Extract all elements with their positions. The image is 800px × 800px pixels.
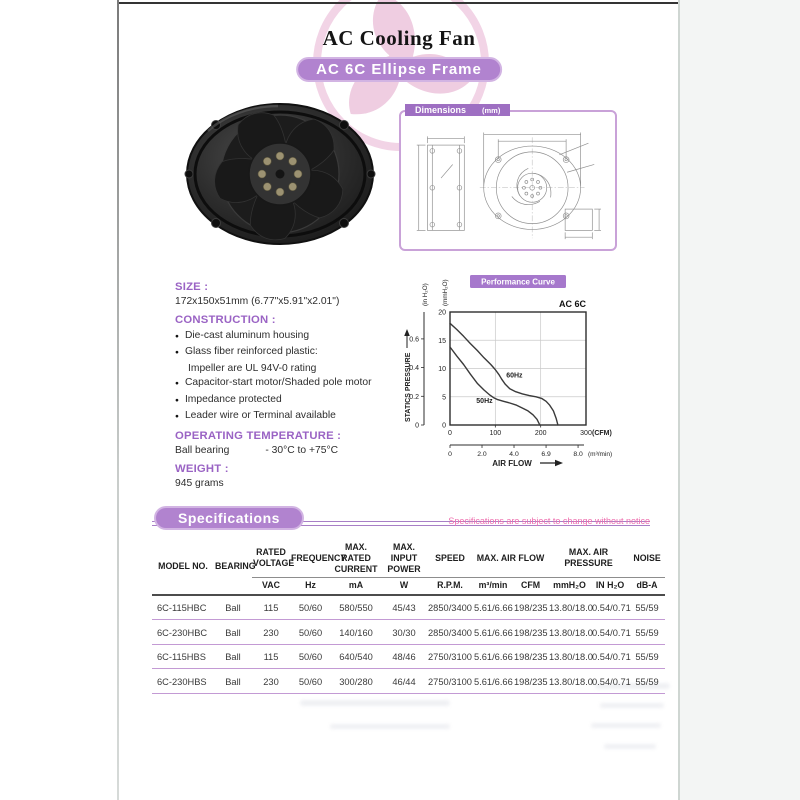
construction-item-cont: Impeller are UL 94V-0 rating — [188, 362, 317, 374]
spec-cell: 2750/3100 — [427, 644, 473, 669]
spec-row — [152, 644, 665, 669]
col-header-voltage: RATED VOLTAGE — [252, 540, 290, 577]
construction-item — [175, 346, 413, 359]
construction-item — [175, 330, 413, 343]
construction-item-text: Capacitor-start motor/Shaded pole motor — [184, 377, 372, 388]
col-header-current: MAX. RATED CURRENT — [331, 540, 381, 577]
spec-cell: 198/235 — [513, 595, 548, 620]
bearing-type: Ball bearing — [175, 445, 230, 456]
operating-temperature-row — [175, 445, 413, 456]
construction-list — [175, 330, 413, 424]
spec-cell: 5.61/6.66 — [473, 644, 513, 669]
spec-cell: 6C-230HBC — [152, 620, 214, 645]
dimensions-drawing — [401, 116, 611, 244]
y-unit-mmh2o: (mmH₂O) — [442, 279, 449, 306]
temperature-range: - 30°C to +75°C — [265, 445, 339, 456]
bullet-icon: ● — [175, 332, 179, 340]
y-tick-label-inh2o: 0 — [415, 422, 419, 430]
curve-label: 60Hz — [506, 372, 523, 380]
spec-cell: 300/280 — [331, 669, 381, 694]
product-details — [175, 274, 413, 490]
y-tick-label-inh2o: 0.6 — [409, 336, 419, 344]
y-tick-label-mm: 20 — [438, 309, 446, 317]
scan-edge-right — [678, 0, 680, 800]
dimensions-label: Dimensions — [415, 105, 467, 115]
spec-cell: 580/550 — [331, 595, 381, 620]
bullet-icon: ● — [175, 380, 179, 387]
spec-cell: 6C-115HBS — [152, 644, 214, 669]
spec-cell: 50/60 — [290, 595, 331, 620]
spec-cell: 5.61/6.66 — [473, 669, 513, 694]
unit-rpm: R.P.M. — [427, 577, 473, 594]
bullet-icon: ● — [175, 413, 179, 420]
spec-cell: Ball — [214, 595, 252, 620]
y-tick-label-mm: 0 — [442, 422, 446, 430]
spec-cell: 55/59 — [629, 669, 665, 694]
spec-row — [152, 620, 665, 645]
unit-inh2o: IN H₂O — [591, 577, 629, 594]
scan-edge-left — [117, 0, 119, 800]
page-title: AC Cooling Fan — [322, 26, 476, 50]
curve-label: 50Hz — [476, 397, 493, 405]
spec-cell: 115 — [252, 595, 290, 620]
spec-cell: 55/59 — [629, 595, 665, 620]
dimensions-box — [399, 105, 617, 251]
x-tick-label-m3min: 6.9 — [541, 451, 551, 458]
unit-hz: Hz — [290, 577, 331, 594]
construction-item — [175, 394, 413, 407]
x-tick-label-cfm: 300 — [580, 430, 592, 437]
col-header-frequency: FREQUENCY — [290, 540, 331, 577]
spec-cell: 13.80/18.0 — [548, 644, 591, 669]
spec-cell: 230 — [252, 669, 290, 694]
construction-item-text: Leader wire or Terminal available — [184, 410, 336, 421]
unit-mmh2o: mmH₂O — [548, 577, 591, 594]
col-header-noise: NOISE — [629, 540, 665, 577]
unit-m3min: m³/min — [473, 577, 513, 594]
spec-cell: 13.80/18.0 — [548, 595, 591, 620]
showthrough-mark — [600, 703, 664, 708]
spec-cell: 55/59 — [629, 644, 665, 669]
x-axis-label: AIR FLOW — [492, 459, 532, 468]
size-heading: SIZE : — [175, 281, 209, 293]
spec-cell: 2850/3400 — [427, 620, 473, 645]
x-unit-cfm: (CFM) — [592, 430, 612, 437]
scan-edge-top — [118, 2, 679, 4]
spec-cell: 6C-115HBC — [152, 595, 214, 620]
specifications-notice: Specifications are subject to change without notice — [448, 516, 650, 526]
spec-cell: 5.61/6.66 — [473, 620, 513, 645]
spec-cell: Ball — [214, 669, 252, 694]
spec-cell: 0.54/0.71 — [591, 620, 629, 645]
col-header-airflow: MAX. AIR FLOW — [473, 540, 548, 577]
spec-cell: Ball — [214, 620, 252, 645]
spec-row — [152, 595, 665, 620]
y-tick-label-mm: 15 — [438, 337, 446, 345]
x-tick-label-m3min: 4.0 — [509, 451, 519, 458]
operating-temperature-heading: OPERATING TEMPERATURE : — [175, 430, 342, 442]
weight-heading: WEIGHT : — [175, 463, 229, 475]
spec-cell: 2750/3100 — [427, 669, 473, 694]
construction-item-text: Glass fiber reinforced plastic: — [184, 346, 318, 357]
x-tick-label-cfm: 200 — [534, 430, 547, 437]
spec-cell: 640/540 — [331, 644, 381, 669]
col-header-bearing: BEARING — [214, 540, 252, 595]
construction-item — [175, 410, 413, 423]
unit-w: W — [381, 577, 427, 594]
y-axis-label: STATICS PRESSURE — [405, 352, 412, 422]
showthrough-mark — [330, 724, 450, 729]
spec-cell: 230 — [252, 620, 290, 645]
performance-curve-title: Performance Curve — [481, 277, 555, 287]
unit-cfm: CFM — [513, 577, 548, 594]
specifications-banner: Specifications — [154, 506, 304, 530]
spec-row — [152, 669, 665, 694]
spec-cell: 46/44 — [381, 669, 427, 694]
spec-cell: 198/235 — [513, 644, 548, 669]
specifications-section — [152, 506, 661, 694]
y-tick-label-mm: 10 — [438, 366, 446, 373]
spec-cell: 55/59 — [629, 620, 665, 645]
series-badge: AC 6C Ellipse Frame — [296, 57, 502, 82]
col-header-power: MAX. INPUT POWER — [381, 540, 427, 577]
performance-curve-section — [400, 272, 620, 472]
construction-item — [175, 377, 413, 390]
spec-cell: 50/60 — [290, 620, 331, 645]
spec-cell: 30/30 — [381, 620, 427, 645]
spec-cell: 6C-230HBS — [152, 669, 214, 694]
dimensions-unit: (mm) — [482, 105, 501, 115]
y-unit-inh2o: (in H₂O) — [422, 283, 429, 306]
y-tick-label-mm: 5 — [442, 394, 446, 402]
specifications-table — [152, 540, 665, 694]
spec-cell: 0.54/0.71 — [591, 595, 629, 620]
spec-cell: 50/60 — [290, 644, 331, 669]
showthrough-mark — [300, 700, 450, 706]
col-header-model: MODEL NO. — [152, 540, 214, 595]
x-tick-label-m3min: 8.0 — [573, 451, 583, 458]
x-axis-arrowhead — [555, 460, 563, 466]
showthrough-mark — [591, 723, 661, 728]
unit-ma: mA — [331, 577, 381, 594]
scan-background — [680, 0, 800, 800]
dimensions-banner — [405, 104, 510, 116]
spec-cell: 198/235 — [513, 620, 548, 645]
spec-cell: 198/235 — [513, 669, 548, 694]
size-value: 172x150x51mm (6.77"x5.91"x2.01") — [175, 296, 340, 307]
col-header-pressure: MAX. AIR PRESSURE — [548, 540, 629, 577]
construction-item-text: Impedance protected — [184, 393, 282, 405]
chart-model-label: AC 6C — [558, 299, 586, 309]
construction-item-text: Die-cast aluminum housing — [184, 329, 310, 341]
spec-cell: 48/46 — [381, 644, 427, 669]
spec-cell: 5.61/6.66 — [473, 595, 513, 620]
spec-cell: 0.54/0.71 — [591, 644, 629, 669]
col-header-speed: SPEED — [427, 540, 473, 577]
curve-60Hz — [450, 323, 558, 425]
spec-cell: 115 — [252, 644, 290, 669]
x-tick-label-m3min: 0 — [448, 451, 452, 458]
x-tick-label-cfm: 0 — [448, 430, 452, 437]
weight-value: 945 grams — [175, 478, 224, 489]
spec-cell: Ball — [214, 644, 252, 669]
spec-cell: 45/43 — [381, 595, 427, 620]
bullet-icon: ● — [175, 349, 179, 356]
curve-50Hz — [450, 347, 540, 425]
unit-vac: VAC — [252, 577, 290, 594]
unit-dba: dB-A — [629, 577, 665, 594]
construction-heading: CONSTRUCTION : — [175, 314, 276, 326]
spec-cell: 50/60 — [290, 669, 331, 694]
bullet-icon: ● — [175, 396, 179, 404]
x-unit-m3min: (m³/min) — [588, 451, 613, 458]
spec-cell: 13.80/18.0 — [548, 669, 591, 694]
x-tick-label-cfm: 100 — [489, 430, 502, 437]
showthrough-mark — [604, 744, 656, 749]
x-tick-label-m3min: 2.0 — [477, 451, 487, 458]
spec-cell: 0.54/0.71 — [591, 669, 629, 694]
product-photo — [183, 101, 377, 249]
y-tick-label-inh2o: 0.2 — [409, 393, 419, 401]
spec-cell: 2850/3400 — [427, 595, 473, 620]
y-tick-label-inh2o: 0.4 — [409, 365, 419, 373]
y-axis-arrowhead — [404, 329, 410, 336]
spec-cell: 13.80/18.0 — [548, 620, 591, 645]
spec-cell: 140/160 — [331, 620, 381, 645]
